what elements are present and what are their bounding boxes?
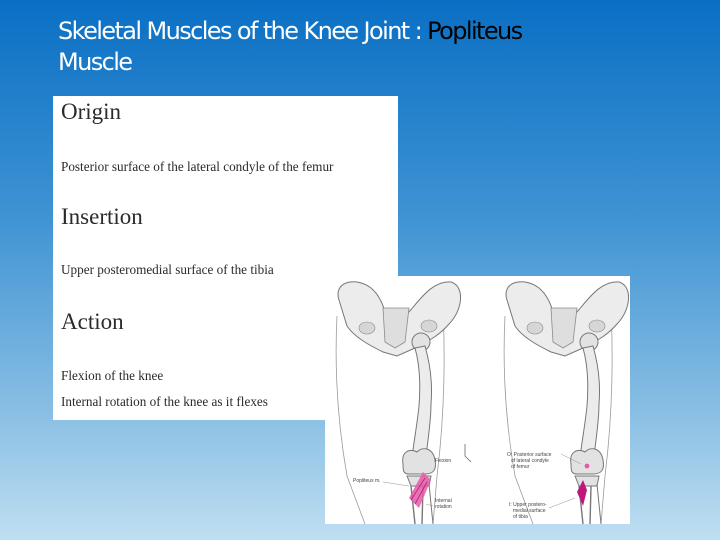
title-highlight: Popliteus	[427, 17, 522, 45]
popliteus-label: Popliteus m.	[353, 478, 381, 484]
slide-title	[58, 16, 678, 78]
insertion-caption: I: Upper postero-	[509, 502, 547, 508]
insertion-caption: medial surface	[513, 508, 546, 514]
origin-caption: O: Posterior surface	[507, 452, 552, 458]
insertion-text: Upper posteromedial surface of the tibia	[61, 262, 274, 277]
rotation-label: Internal	[435, 498, 452, 504]
action-heading: Action	[61, 309, 124, 334]
flexion-label: Flexion	[435, 458, 452, 464]
rotation-label: rotation	[435, 504, 452, 510]
action-item: Internal rotation of the knee as it flexes	[61, 394, 268, 409]
anatomy-drawing	[325, 276, 630, 524]
title-prefix: Skeletal Muscles of the Knee Joint :	[58, 17, 428, 45]
insertion-heading: Insertion	[61, 204, 143, 229]
popliteus-illustration	[325, 276, 630, 524]
origin-caption: of lateral condyle	[511, 458, 549, 464]
title-suffix: Muscle	[58, 48, 132, 76]
origin-caption: of femur	[511, 464, 530, 470]
insertion-caption: of tibia	[513, 514, 528, 520]
action-item: Flexion of the knee	[61, 368, 164, 383]
origin-text: Posterior surface of the lateral condyle of the femur	[61, 159, 334, 174]
origin-heading: Origin	[61, 99, 122, 124]
